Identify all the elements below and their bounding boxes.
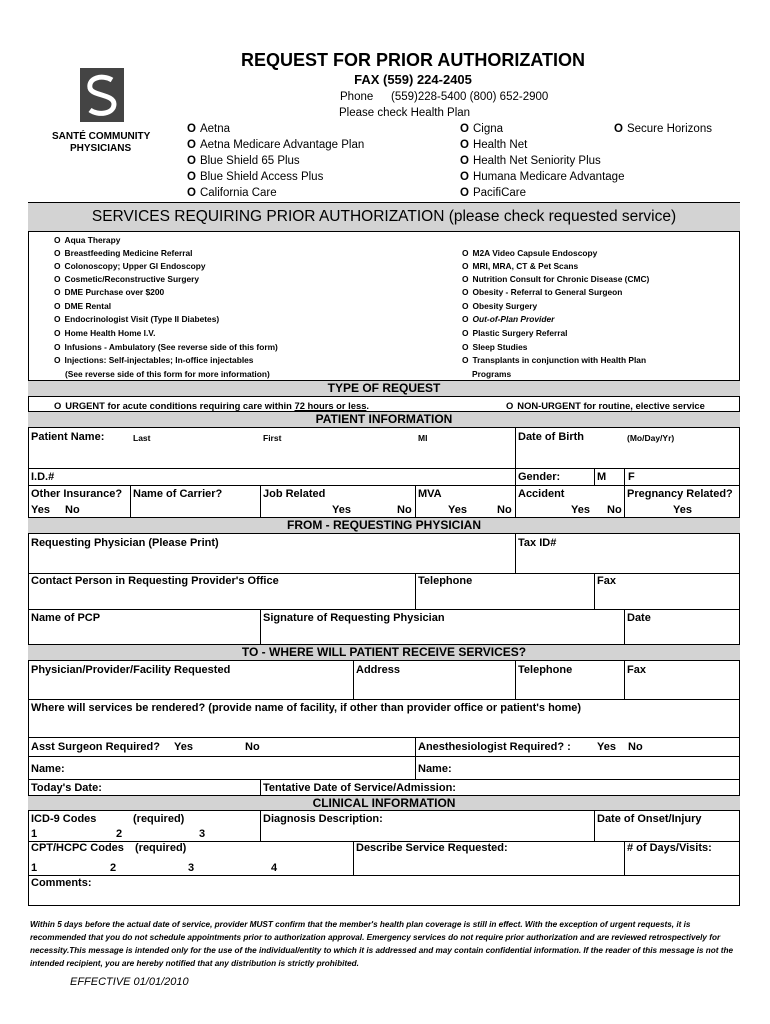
radio-icon[interactable]: O xyxy=(460,187,469,199)
disclaimer: Within 5 days before the actual date of service, provider MUST confirm that the member's health plan coverage is still in effect. With the exception of urgent requests, it is recommended that you do not schedule appointments prior to authorization approval. Emergency services do not require prior authorization and are reviewed retrospectively for necessity.This message is intended only for the use of the individual/entity to which it is addressed and may contain confidential information. If the reader of this message is not the intended recipient, you are hereby notified that any distribution is strictly prohibited. xyxy=(30,920,734,968)
patient-name-label: Patient Name: xyxy=(31,431,105,443)
asst-name-label: Name: xyxy=(31,763,65,775)
plan-option[interactable]: O Health Net xyxy=(460,139,528,151)
radio-icon: O xyxy=(462,342,469,352)
days-visits-label: # of Days/Visits: xyxy=(627,842,712,854)
onset-label: Date of Onset/Injury xyxy=(597,813,702,825)
anesthesiologist-label: Anesthesiologist Required? : xyxy=(418,741,571,753)
to-fax-label: Fax xyxy=(627,664,646,676)
anesth-no[interactable]: No xyxy=(628,741,643,753)
job-no[interactable]: No xyxy=(397,504,412,516)
date-label: Date xyxy=(627,612,651,624)
anesth-name-label: Name: xyxy=(418,763,452,775)
tentative-date-label: Tentative Date of Service/Admission: xyxy=(263,782,456,794)
gender-f[interactable]: F xyxy=(628,471,635,483)
service-option[interactable]: O DME Purchase over $200 xyxy=(54,287,165,297)
describe-service-label: Describe Service Requested: xyxy=(356,842,508,854)
service-option[interactable]: O Obesity - Referral to General Surgeon xyxy=(462,287,623,297)
plan-option[interactable]: O California Care xyxy=(187,187,277,199)
phone-numbers: (559)228-5400 (800) 652-2900 xyxy=(391,91,549,103)
radio-icon: O xyxy=(54,314,61,324)
patient-info-header: PATIENT INFORMATION xyxy=(28,411,740,428)
radio-icon[interactable]: O xyxy=(460,123,469,135)
cpt-label: CPT/HCPC Codes xyxy=(31,842,124,854)
radio-icon[interactable]: O xyxy=(187,123,196,135)
diagnosis-label: Diagnosis Description: xyxy=(263,813,383,825)
type-of-request-header: TYPE OF REQUEST xyxy=(28,380,740,397)
service-option[interactable]: O MRI, MRA, CT & Pet Scans xyxy=(462,261,579,271)
last-label: Last xyxy=(133,433,151,443)
service-option[interactable]: O Aqua Therapy xyxy=(54,235,121,245)
gender-label: Gender: xyxy=(518,471,561,483)
service-option[interactable]: O Home Health Home I.V. xyxy=(54,328,156,338)
dob-label: Date of Birth xyxy=(518,431,584,443)
radio-icon: O xyxy=(462,261,469,271)
radio-icon[interactable]: O xyxy=(460,155,469,167)
radio-icon: O xyxy=(462,274,469,284)
service-note: (See reverse side of this form for more information) xyxy=(65,369,270,379)
pcp-label: Name of PCP xyxy=(31,612,101,624)
service-option[interactable]: O Sleep Studies xyxy=(462,342,528,352)
urgent-option[interactable]: O URGENT for acute conditions requiring care within 72 hours or less. xyxy=(54,400,370,411)
radio-icon: O xyxy=(54,342,61,352)
service-option[interactable]: O Obesity Surgery xyxy=(462,301,538,311)
service-option[interactable]: O Endocrinologist Visit (Type II Diabetes) xyxy=(54,314,220,324)
cpt-num-3: 3 xyxy=(188,862,195,874)
other-ins-no[interactable]: No xyxy=(65,504,80,516)
service-option[interactable]: O Plastic Surgery Referral xyxy=(462,328,568,338)
radio-icon[interactable]: O xyxy=(460,171,469,183)
comments-label: Comments: xyxy=(31,877,92,889)
radio-icon: O xyxy=(54,235,61,245)
plan-option[interactable]: O Blue Shield 65 Plus xyxy=(187,155,300,167)
service-option[interactable]: O Transplants in conjunction with Health Plan xyxy=(462,355,647,365)
effective-date: EFFECTIVE 01/01/2010 xyxy=(70,976,189,988)
mva-yes[interactable]: Yes xyxy=(448,504,467,516)
todays-date-label: Today's Date: xyxy=(31,782,102,794)
job-yes[interactable]: Yes xyxy=(332,504,351,516)
phone-label: Phone xyxy=(340,91,374,103)
service-option[interactable]: O M2A Video Capsule Endoscopy xyxy=(462,248,598,258)
mva-label: MVA xyxy=(418,488,442,500)
dob-format: (Mo/Day/Yr) xyxy=(627,433,675,443)
signature-label: Signature of Requesting Physician xyxy=(263,612,445,624)
other-insurance-label: Other Insurance? xyxy=(31,488,123,500)
where-rendered-label: Where will services be rendered? (provide name of facility, if other than provider office or patient's home) xyxy=(31,702,582,714)
anesth-yes[interactable]: Yes xyxy=(597,741,616,753)
to-telephone-label: Telephone xyxy=(518,664,573,676)
accident-yes[interactable]: Yes xyxy=(571,504,590,516)
cpt-num-2: 2 xyxy=(110,862,117,874)
clinical-info-header: CLINICAL INFORMATION xyxy=(28,795,740,811)
icd-num-2: 2 xyxy=(116,828,123,840)
nonurgent-option[interactable]: O NON-URGENT for routine, elective service xyxy=(506,400,705,411)
cpt-required: (required) xyxy=(135,842,187,854)
requesting-physician-label: Requesting Physician (Please Print) xyxy=(31,537,219,549)
radio-icon: O xyxy=(54,248,61,258)
plan-option[interactable]: O Blue Shield Access Plus xyxy=(187,171,324,183)
radio-icon: O xyxy=(54,301,61,311)
plan-option[interactable]: O Health Net Seniority Plus xyxy=(460,155,601,167)
plan-option[interactable]: O Aetna Medicare Advantage Plan xyxy=(187,139,365,151)
asst-surgeon-label: Asst Surgeon Required? xyxy=(31,741,160,753)
carrier-label: Name of Carrier? xyxy=(133,488,223,500)
cpt-num-4: 4 xyxy=(271,862,278,874)
tax-id-label: Tax ID# xyxy=(518,537,557,549)
cpt-num-1: 1 xyxy=(31,862,38,874)
plan-option[interactable]: O Humana Medicare Advantage xyxy=(460,171,625,183)
plan-option[interactable]: O Aetna xyxy=(187,123,231,135)
service-option[interactable]: O Cosmetic/Reconstructive Surgery xyxy=(54,274,200,284)
radio-icon: O xyxy=(462,355,469,365)
from-physician-header: FROM - REQUESTING PHYSICIAN xyxy=(28,517,740,534)
service-option[interactable]: O Nutrition Consult for Chronic Disease (CMC) xyxy=(462,274,650,284)
radio-icon[interactable]: O xyxy=(460,139,469,151)
id-label: I.D.# xyxy=(31,471,55,483)
radio-icon: O xyxy=(54,287,61,297)
radio-icon: O xyxy=(462,248,469,258)
services-header: SERVICES REQUIRING PRIOR AUTHORIZATION (please check requested service) xyxy=(28,202,740,232)
accident-label: Accident xyxy=(518,488,565,500)
icd9-label: ICD-9 Codes xyxy=(31,813,97,825)
radio-icon: O xyxy=(54,355,61,365)
radio-icon: O xyxy=(54,274,61,284)
first-label: First xyxy=(263,433,282,443)
service-option[interactable]: O Out-of-Plan Provider xyxy=(462,314,555,324)
radio-icon[interactable]: O xyxy=(614,123,623,135)
radio-icon[interactable]: O xyxy=(187,171,196,183)
service-note: Programs xyxy=(472,369,512,379)
asst-yes[interactable]: Yes xyxy=(174,741,193,753)
pregnancy-yes[interactable]: Yes xyxy=(673,504,692,516)
telephone-label: Telephone xyxy=(418,575,473,587)
pregnancy-label: Pregnancy Related? xyxy=(627,488,733,500)
radio-icon: O xyxy=(54,400,62,411)
radio-icon: O xyxy=(54,328,61,338)
radio-icon: O xyxy=(506,400,514,411)
page-title: REQUEST FOR PRIOR AUTHORIZATION xyxy=(241,50,585,70)
accident-no[interactable]: No xyxy=(607,504,622,516)
radio-icon[interactable]: O xyxy=(187,187,196,199)
check-plan-label: Please check Health Plan xyxy=(339,107,471,119)
radio-icon: O xyxy=(462,287,469,297)
service-option[interactable]: O DME Rental xyxy=(54,301,112,311)
asst-no[interactable]: No xyxy=(245,741,260,753)
plan-option[interactable]: O Cigna xyxy=(460,123,504,135)
logo-text-1: SANTÉ COMMUNITY xyxy=(52,131,151,142)
fax-label: Fax xyxy=(597,575,616,587)
logo-text-2: PHYSICIANS xyxy=(70,143,132,154)
icd-num-3: 3 xyxy=(199,828,206,840)
service-option[interactable]: O Injections: Self-injectables; In-office injectables xyxy=(54,355,254,365)
contact-person-label: Contact Person in Requesting Provider's Office xyxy=(31,575,279,587)
service-option[interactable]: O Breastfeeding Medicine Referral xyxy=(54,248,193,258)
radio-icon: O xyxy=(54,261,61,271)
icd9-required: (required) xyxy=(133,813,185,825)
radio-icon: O xyxy=(462,328,469,338)
mi-label: MI xyxy=(418,433,428,443)
other-ins-yes[interactable]: Yes xyxy=(31,504,50,516)
radio-icon: O xyxy=(462,314,469,324)
plan-option[interactable]: O PacifiCare xyxy=(460,187,527,199)
address-label: Address xyxy=(356,664,401,676)
radio-icon[interactable]: O xyxy=(187,139,196,151)
icd-num-1: 1 xyxy=(31,828,38,840)
service-option[interactable]: O Infusions - Ambulatory (See reverse side of this form) xyxy=(54,342,278,352)
to-where-header: TO - WHERE WILL PATIENT RECEIVE SERVICES? xyxy=(28,644,740,661)
job-related-label: Job Related xyxy=(263,488,326,500)
mva-no[interactable]: No xyxy=(497,504,512,516)
plan-option[interactable]: O Secure Horizons xyxy=(614,123,712,135)
gender-m[interactable]: M xyxy=(597,471,607,483)
fax-number: FAX (559) 224-2405 xyxy=(354,72,472,87)
radio-icon: O xyxy=(462,301,469,311)
service-option[interactable]: O Colonoscopy; Upper GI Endoscopy xyxy=(54,261,206,271)
provider-requested-label: Physician/Provider/Facility Requested xyxy=(31,664,231,676)
radio-icon[interactable]: O xyxy=(187,155,196,167)
